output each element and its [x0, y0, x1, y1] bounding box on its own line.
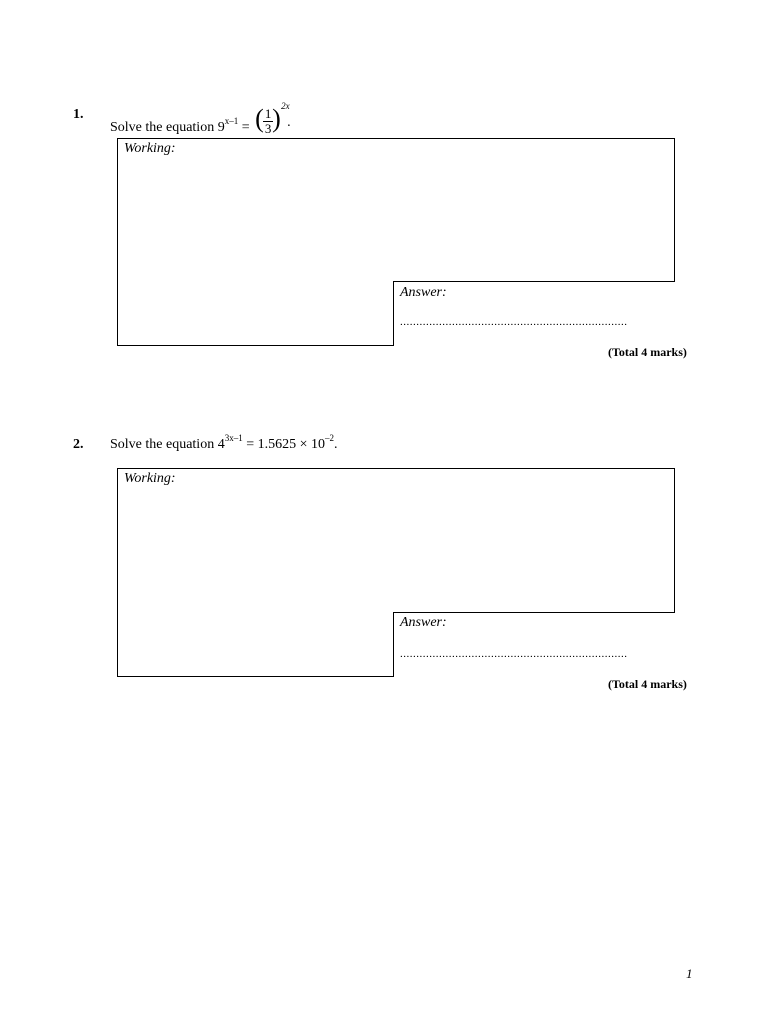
question-2-text: [110, 433, 338, 453]
question-1-fraction: [255, 101, 295, 137]
question-2-total-marks: (Total 4 marks): [608, 677, 687, 691]
question-1-prefix: Solve the equation 9: [110, 120, 225, 135]
working-label: Working:: [124, 141, 176, 156]
answer-label: Answer:: [400, 615, 447, 630]
page-number: 1: [686, 966, 693, 981]
question-2-number: 2.: [73, 437, 84, 452]
question-1-end: .: [287, 115, 291, 130]
right-paren: ): [272, 104, 281, 133]
answer-line[interactable]: ......................................................................: [400, 316, 628, 328]
left-paren: (: [255, 104, 264, 133]
question-1-number: 1.: [73, 107, 84, 122]
question-1-total-marks: (Total 4 marks): [608, 345, 687, 359]
question-1-equals: =: [238, 120, 250, 135]
answer-line[interactable]: ......................................................................: [400, 648, 628, 660]
question-1-text: [110, 101, 295, 137]
question-2-end: .: [334, 437, 338, 452]
question-2-exponent: 3x–1: [224, 433, 243, 443]
question-2-middle: = 1.5625 × 10: [242, 437, 325, 452]
fraction-numerator: 1: [264, 106, 272, 121]
question-2-prefix: Solve the equation 4: [110, 437, 225, 452]
answer-label: Answer:: [400, 285, 447, 300]
working-label: Working:: [124, 471, 176, 486]
fraction-denominator: 3: [264, 121, 272, 136]
question-2-exponent-2: –2: [325, 433, 334, 443]
fraction-exponent: 2x: [281, 101, 290, 111]
question-1-exponent: x–1: [224, 116, 239, 126]
